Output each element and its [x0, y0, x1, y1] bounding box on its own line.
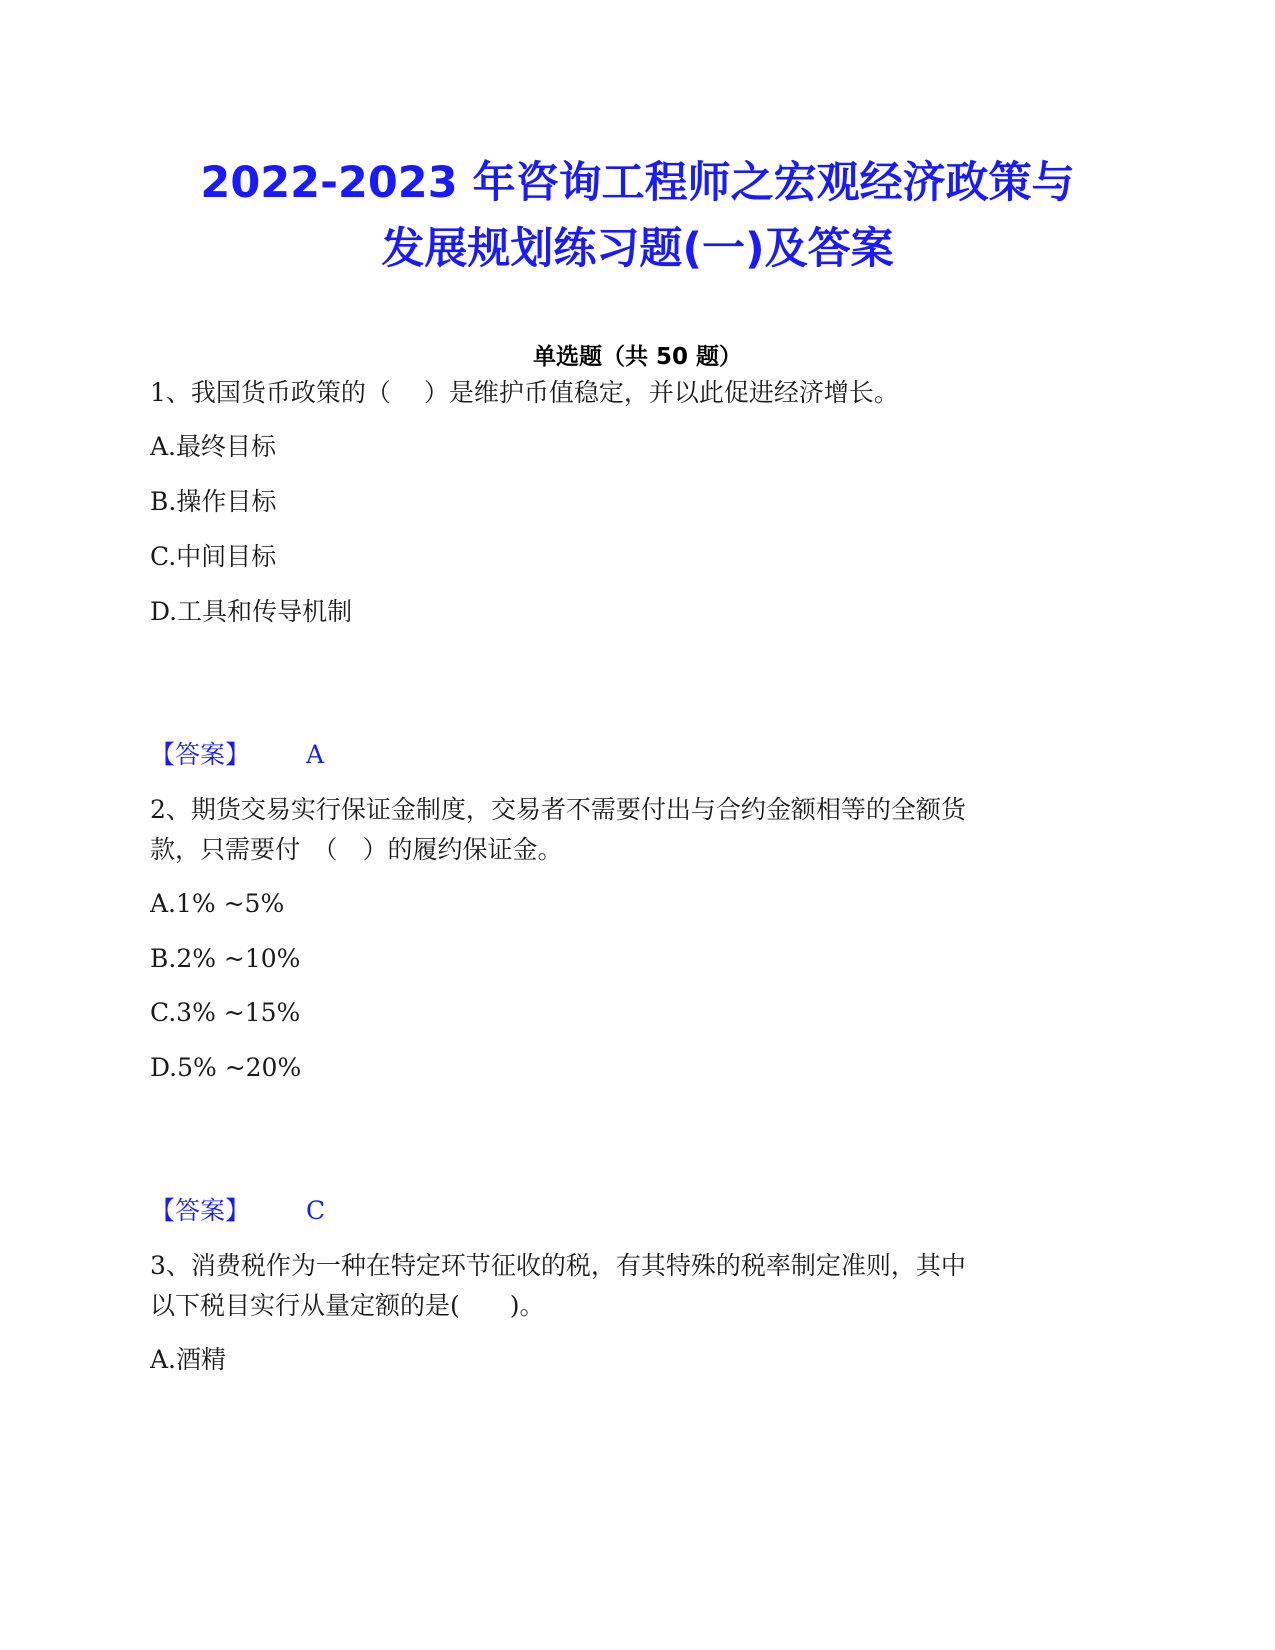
answer-value: C	[306, 1196, 326, 1225]
title-line-1: 2022-2023 年咨询工程师之宏观经济政策与	[200, 158, 1075, 208]
answer-label: 【答案】	[150, 740, 251, 769]
question-2-option-a: A.1% ~5%	[150, 889, 285, 918]
question-1-option-a: A.最终目标	[150, 432, 277, 461]
section-heading: 单选题（共 50 题）	[532, 344, 743, 370]
question-1-option-b: B.操作目标	[150, 487, 277, 516]
question-2-stem-line-1: 2、期货交易实行保证金制度，交易者不需要付出与合约金额相等的全额货	[150, 795, 966, 824]
question-1-option-d: D.工具和传导机制	[150, 597, 353, 626]
answer-value: A	[306, 740, 325, 769]
question-3-option-a: A.酒精	[150, 1345, 227, 1374]
question-3-stem-line-1: 3、消费税作为一种在特定环节征收的税，有其特殊的税率制定准则，其中	[150, 1251, 966, 1280]
question-2-option-d: D.5% ~20%	[150, 1053, 302, 1082]
question-1-option-c: C.中间目标	[150, 542, 277, 571]
question-1-answer	[150, 740, 324, 770]
question-2-stem-line-2: 款，只需要付 （ ）的履约保证金。	[150, 835, 563, 864]
question-2-answer	[150, 1196, 325, 1226]
question-3-stem-line-2: 以下税目实行从量定额的是( )。	[150, 1291, 545, 1320]
question-2-option-b: B.2% ~10%	[150, 944, 301, 973]
question-1-stem: 1、我国货币政策的（ ）是维护币值稳定，并以此促进经济增长。	[150, 378, 899, 407]
title-line-2: 发展规划练习题(一)及答案	[381, 224, 894, 274]
question-2-option-c: C.3% ~15%	[150, 998, 301, 1027]
document-title	[0, 150, 1275, 282]
answer-label: 【答案】	[150, 1196, 251, 1225]
